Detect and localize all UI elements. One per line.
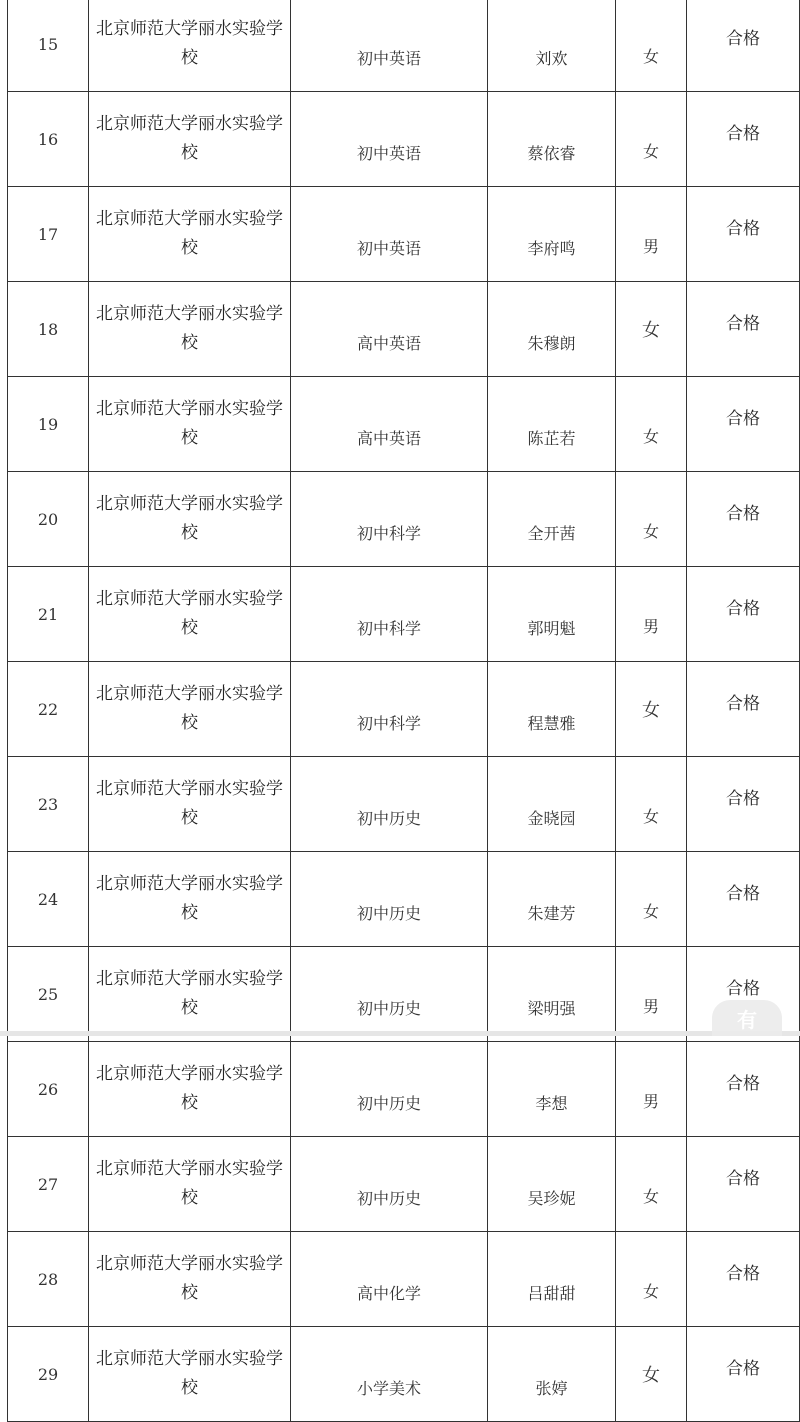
result-cell: 合格 (687, 1042, 800, 1137)
table-row (8, 947, 800, 1042)
gender-cell: 女 (616, 0, 687, 92)
school-name-cell: 北京师范大学丽水实验学校 (89, 757, 291, 852)
results-table-body (8, 0, 800, 1422)
gender-cell: 女 (616, 852, 687, 947)
result-cell: 合格 (687, 757, 800, 852)
row-number-cell: 23 (8, 757, 89, 852)
row-number-cell: 27 (8, 1137, 89, 1232)
gender-cell: 女 (616, 1137, 687, 1232)
subject-cell: 高中英语 (291, 282, 488, 377)
row-number-cell: 22 (8, 662, 89, 757)
school-name-cell: 北京师范大学丽水实验学校 (89, 377, 291, 472)
gender-cell: 女 (616, 377, 687, 472)
school-name-cell: 北京师范大学丽水实验学校 (89, 1137, 291, 1232)
gender-cell: 女 (616, 757, 687, 852)
row-number-cell: 18 (8, 282, 89, 377)
row-number-cell: 20 (8, 472, 89, 567)
table-row (8, 757, 800, 852)
row-number-cell: 29 (8, 1327, 89, 1422)
subject-cell: 初中科学 (291, 662, 488, 757)
subject-cell: 初中历史 (291, 947, 488, 1042)
school-name-cell: 北京师范大学丽水实验学校 (89, 472, 291, 567)
row-number-cell: 19 (8, 377, 89, 472)
table-row (8, 187, 800, 282)
result-cell: 合格 (687, 1137, 800, 1232)
candidate-name-cell: 全开茜 (488, 472, 616, 567)
row-number-cell: 24 (8, 852, 89, 947)
gender-cell: 男 (616, 567, 687, 662)
result-cell: 合格 (687, 472, 800, 567)
subject-cell: 高中英语 (291, 377, 488, 472)
school-name-cell: 北京师范大学丽水实验学校 (89, 1327, 291, 1422)
row-number-cell: 21 (8, 567, 89, 662)
school-name-cell: 北京师范大学丽水实验学校 (89, 1232, 291, 1327)
school-name-cell: 北京师范大学丽水实验学校 (89, 282, 291, 377)
candidate-name-cell: 陈芷若 (488, 377, 616, 472)
subject-cell: 初中科学 (291, 472, 488, 567)
candidate-name-cell: 吕甜甜 (488, 1232, 616, 1327)
result-cell: 合格 (687, 282, 800, 377)
gender-cell: 女 (616, 662, 687, 757)
candidate-name-cell: 朱穆朗 (488, 282, 616, 377)
table-row (8, 1137, 800, 1232)
candidate-name-cell: 李想 (488, 1042, 616, 1137)
subject-cell: 初中英语 (291, 187, 488, 282)
result-cell: 合格 (687, 1327, 800, 1422)
table-row (8, 1042, 800, 1137)
watermark-badge: 有 (712, 1000, 782, 1036)
candidate-name-cell: 郭明魁 (488, 567, 616, 662)
table-row (8, 377, 800, 472)
table-row (8, 1232, 800, 1327)
gender-cell: 男 (616, 187, 687, 282)
table-row (8, 567, 800, 662)
table-row (8, 0, 800, 92)
candidate-name-cell: 金晓园 (488, 757, 616, 852)
results-table (7, 0, 800, 1422)
subject-cell: 初中历史 (291, 1137, 488, 1232)
result-cell: 合格 (687, 947, 800, 1042)
gender-cell: 男 (616, 1042, 687, 1137)
subject-cell: 小学美术 (291, 1327, 488, 1422)
subject-cell: 高中化学 (291, 1232, 488, 1327)
row-number-cell: 26 (8, 1042, 89, 1137)
subject-cell: 初中英语 (291, 0, 488, 92)
subject-cell: 初中科学 (291, 567, 488, 662)
table-row (8, 852, 800, 947)
result-cell: 合格 (687, 1232, 800, 1327)
school-name-cell: 北京师范大学丽水实验学校 (89, 187, 291, 282)
gender-cell: 女 (616, 92, 687, 187)
candidate-name-cell: 刘欢 (488, 0, 616, 92)
subject-cell: 初中历史 (291, 1042, 488, 1137)
result-cell: 合格 (687, 92, 800, 187)
gender-cell: 女 (616, 1232, 687, 1327)
result-cell: 合格 (687, 0, 800, 92)
subject-cell: 初中英语 (291, 92, 488, 187)
gender-cell: 女 (616, 472, 687, 567)
school-name-cell: 北京师范大学丽水实验学校 (89, 1042, 291, 1137)
candidate-name-cell: 朱建芳 (488, 852, 616, 947)
candidate-name-cell: 程慧雅 (488, 662, 616, 757)
row-number-cell: 16 (8, 92, 89, 187)
table-row (8, 662, 800, 757)
row-number-cell: 28 (8, 1232, 89, 1327)
result-cell: 合格 (687, 187, 800, 282)
candidate-name-cell: 李府鸣 (488, 187, 616, 282)
school-name-cell: 北京师范大学丽水实验学校 (89, 947, 291, 1042)
table-row (8, 1327, 800, 1422)
school-name-cell: 北京师范大学丽水实验学校 (89, 92, 291, 187)
result-cell: 合格 (687, 377, 800, 472)
gender-cell: 女 (616, 282, 687, 377)
subject-cell: 初中历史 (291, 852, 488, 947)
gender-cell: 男 (616, 947, 687, 1042)
table-row (8, 282, 800, 377)
subject-cell: 初中历史 (291, 757, 488, 852)
row-number-cell: 25 (8, 947, 89, 1042)
row-number-cell: 17 (8, 187, 89, 282)
page-bottom-edge (0, 1031, 800, 1036)
table-row (8, 472, 800, 567)
result-cell: 合格 (687, 852, 800, 947)
row-number-cell: 15 (8, 0, 89, 92)
school-name-cell: 北京师范大学丽水实验学校 (89, 567, 291, 662)
school-name-cell: 北京师范大学丽水实验学校 (89, 852, 291, 947)
candidate-name-cell: 张婷 (488, 1327, 616, 1422)
result-cell: 合格 (687, 662, 800, 757)
result-cell: 合格 (687, 567, 800, 662)
candidate-name-cell: 梁明强 (488, 947, 616, 1042)
candidate-name-cell: 吴珍妮 (488, 1137, 616, 1232)
candidate-name-cell: 蔡依睿 (488, 92, 616, 187)
school-name-cell: 北京师范大学丽水实验学校 (89, 662, 291, 757)
school-name-cell: 北京师范大学丽水实验学校 (89, 0, 291, 92)
table-row (8, 92, 800, 187)
gender-cell: 女 (616, 1327, 687, 1422)
